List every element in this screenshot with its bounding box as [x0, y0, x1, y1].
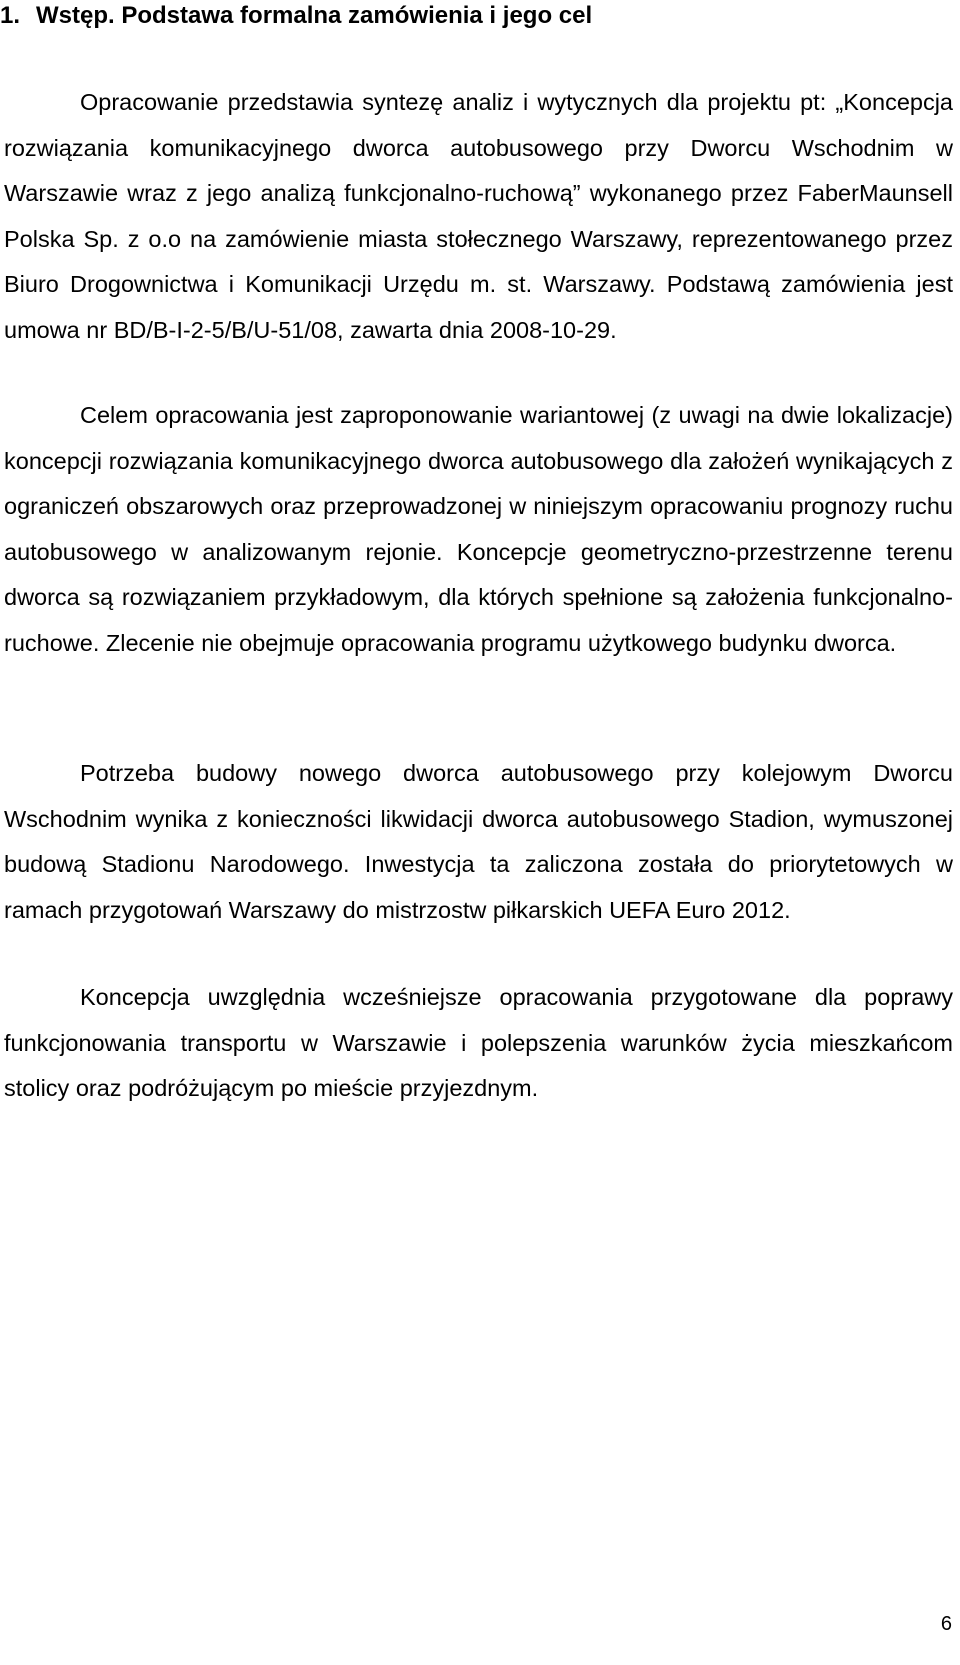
section-heading — [0, 0, 950, 32]
section-title: Wstęp. Podstawa formalna zamówienia i jego cel — [36, 2, 593, 29]
paragraph-concept: Koncepcja uwzględnia wcześniejsze opracowania przygotowane dla poprawy funkcjonowania transportu w Warszawie i polepszenia warunków życia mieszkańcom stolicy oraz podróżującym po mieście przyjezdnym. — [4, 984, 953, 1101]
paragraph-goal: Celem opracowania jest zaproponowanie wariantowej (z uwagi na dwie lokalizacje) koncepcji rozwiązania komunikacyjnego dworca autobusowego dla założeń wynikających z ograniczeń obszarowych oraz przeprowadzonej w niniejszym opracowaniu prognozy ruchu autobusowego w analizowanym rejonie. Koncepcje geometryczno-przestrzenne terenu dworca są rozwiązaniem przykładowym, dla których spełnione są założenia funkcjonalno-ruchowe. Zlecenie nie obejmuje opracowania programu użytkowego budynku dworca. — [4, 402, 953, 656]
page-number: 6 — [940, 1613, 952, 1635]
paragraph-intro: Opracowanie przedstawia syntezę analiz i wytycznych dla projektu pt: „Koncepcja rozwiązania komunikacyjnego dworca autobusowego przy Dworcu Wschodnim w Warszawie wraz z jego analizą funkcjonalno-ruchową” wykonanego przez FaberMaunsell Polska Sp. z o.o na zamówienie miasta stołecznego Warszawy, reprezentowanego przez Biuro Drogownictwa i Komunikacji Urzędu m. st. Warszawy. Podstawą zamówienia jest umowa nr BD/B-I-2-5/B/U-51/08, zawarta dnia 2008-10-29. — [4, 89, 953, 343]
section-number: 1. — [0, 2, 21, 29]
paragraph-need: Potrzeba budowy nowego dworca autobusowego przy kolejowym Dworcu Wschodnim wynika z konieczności likwidacji dworca autobusowego Stadion, wymuszonej budową Stadionu Narodowego. Inwestycja ta zaliczona została do priorytetowych w ramach przygotowań Warszawy do mistrzostw piłkarskich UEFA Euro 2012. — [4, 760, 953, 923]
